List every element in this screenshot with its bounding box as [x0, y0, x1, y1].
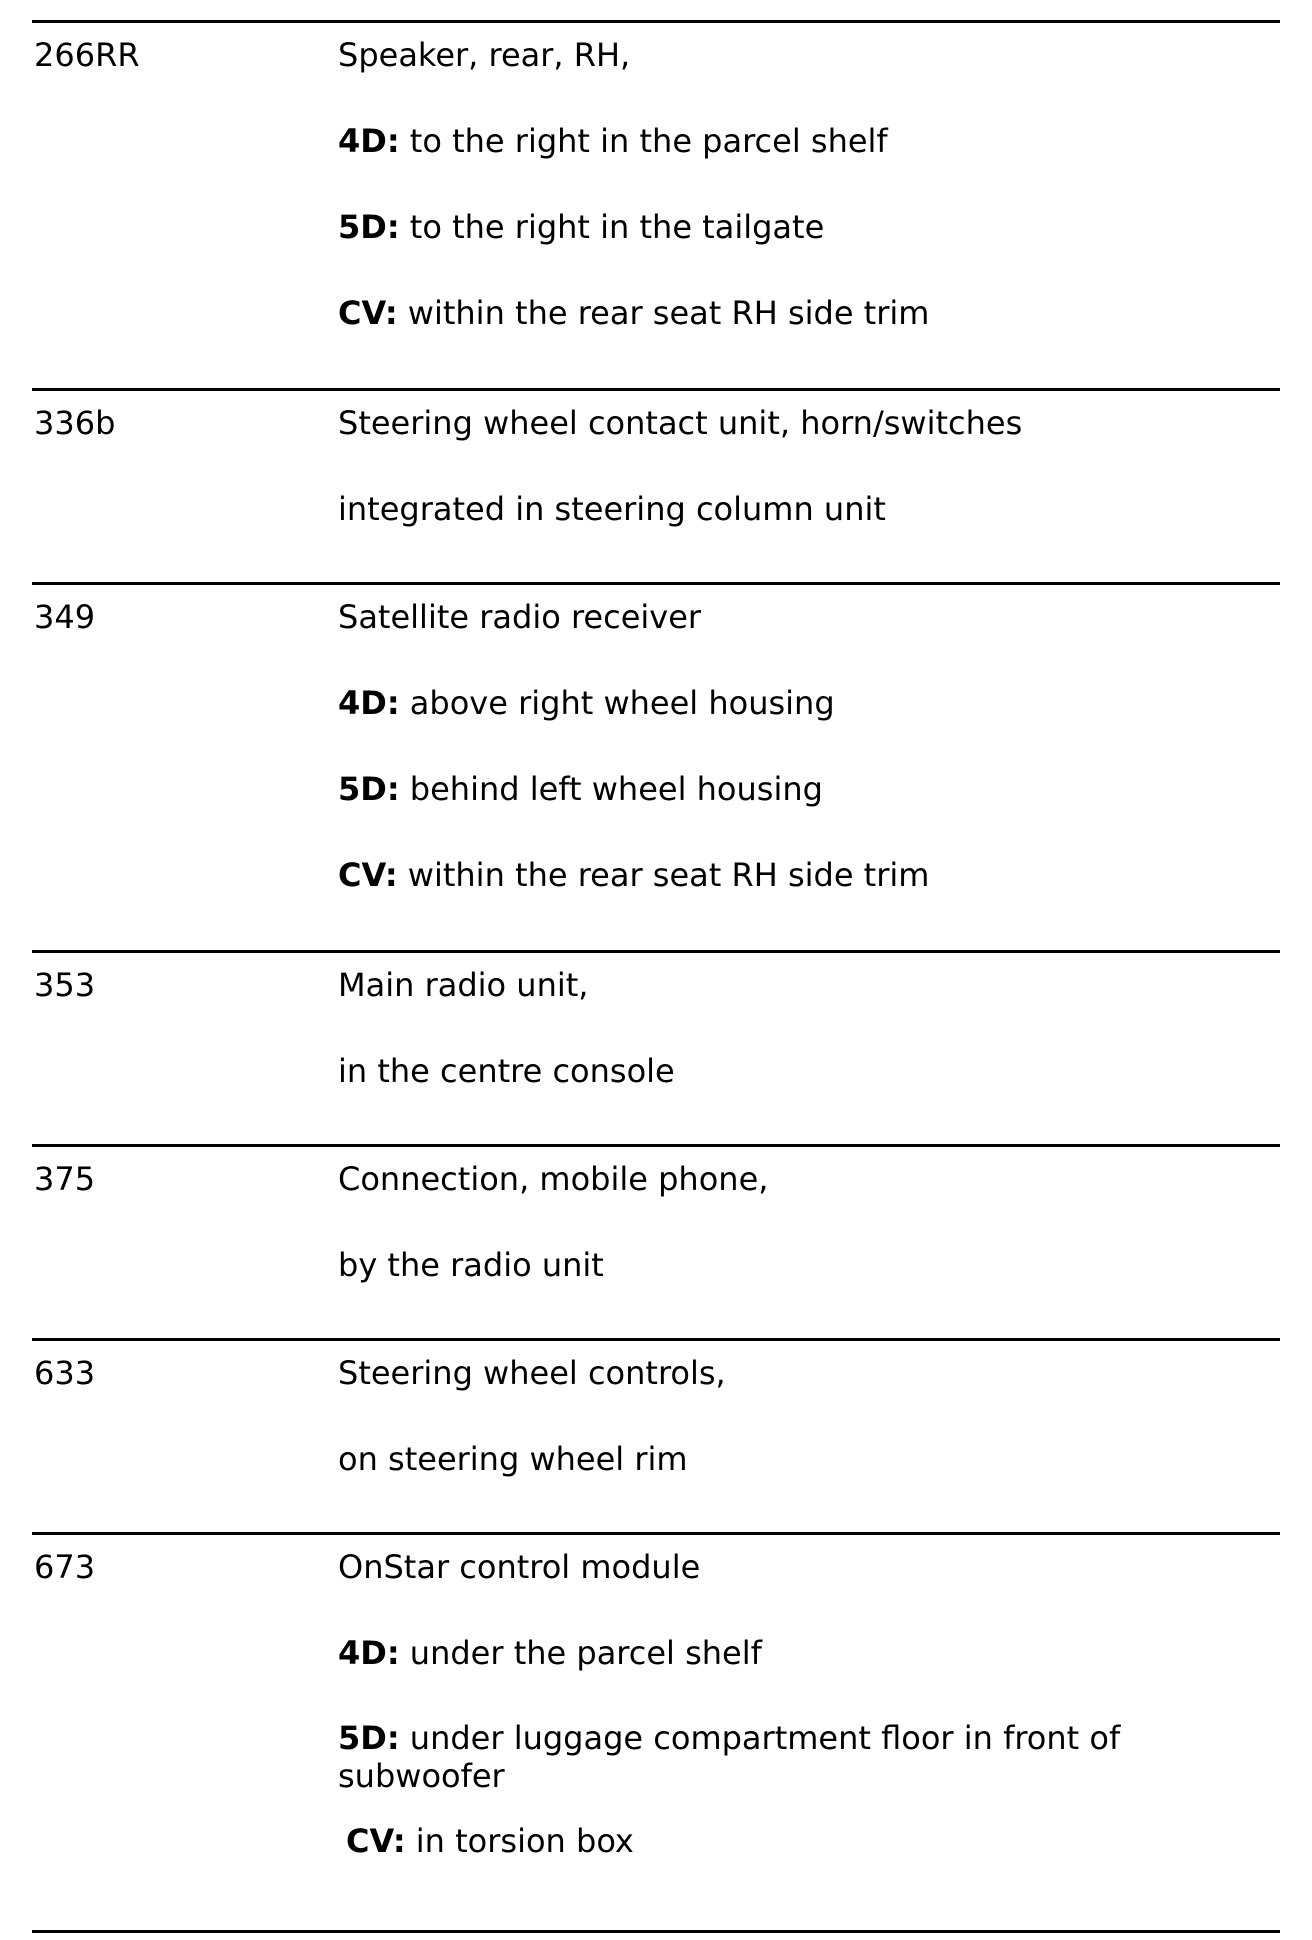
component-code: 266RR	[34, 36, 140, 74]
variant-label: CV:	[338, 294, 398, 332]
table-row	[32, 1535, 1280, 1933]
description-line	[338, 855, 1238, 895]
component-code: 375	[34, 1160, 96, 1198]
component-description	[338, 597, 1238, 941]
component-description	[338, 1547, 1238, 1907]
line-text: Speaker, rear, RH,	[338, 36, 631, 74]
line-text: within the rear seat RH side trim	[397, 294, 930, 332]
description-line	[338, 1719, 1158, 1795]
component-description	[338, 1353, 1238, 1525]
line-text: Steering wheel contact unit, horn/switches	[338, 404, 1023, 442]
description-line	[338, 1159, 1238, 1199]
variant-label: 4D:	[338, 1634, 400, 1672]
description-line	[338, 121, 1238, 161]
description-line	[338, 207, 1238, 247]
line-text: under the parcel shelf	[399, 1634, 762, 1672]
line-text: OnStar control module	[338, 1548, 701, 1586]
component-code: 353	[34, 966, 96, 1004]
variant-label: 5D:	[338, 770, 400, 808]
component-description	[338, 403, 1238, 575]
table-row	[32, 23, 1280, 391]
variant-label: 4D:	[338, 122, 400, 160]
line-text: Main radio unit,	[338, 966, 589, 1004]
line-text: within the rear seat RH side trim	[397, 856, 930, 894]
line-text: Satellite radio receiver	[338, 598, 702, 636]
variant-label: 4D:	[338, 684, 400, 722]
component-description	[338, 35, 1238, 379]
line-text: on steering wheel rim	[338, 1440, 688, 1478]
description-line	[338, 1353, 1238, 1393]
table-row	[32, 953, 1280, 1147]
line-text: behind left wheel housing	[399, 770, 823, 808]
component-description	[338, 1159, 1238, 1331]
variant-label: CV:	[338, 856, 398, 894]
description-line	[338, 1633, 1238, 1673]
table-row	[32, 1341, 1280, 1535]
description-line	[338, 1821, 1238, 1861]
line-text: above right wheel housing	[399, 684, 835, 722]
component-code: 349	[34, 598, 96, 636]
table-row	[32, 391, 1280, 585]
description-line	[338, 965, 1238, 1005]
line-text: to the right in the parcel shelf	[399, 122, 888, 160]
table-row	[32, 1147, 1280, 1341]
component-code: 633	[34, 1354, 96, 1392]
variant-label: 5D:	[338, 1719, 400, 1757]
description-line	[338, 1547, 1238, 1587]
line-text: to the right in the tailgate	[399, 208, 825, 246]
line-text: by the radio unit	[338, 1246, 604, 1284]
description-line	[338, 683, 1238, 723]
component-code: 336b	[34, 404, 116, 442]
line-text: Steering wheel controls,	[338, 1354, 726, 1392]
component-code: 673	[34, 1548, 96, 1586]
line-text: in torsion box	[405, 1822, 634, 1860]
description-line	[338, 1051, 1238, 1091]
description-line	[338, 489, 1238, 529]
component-description	[338, 965, 1238, 1137]
line-text: integrated in steering column unit	[338, 490, 886, 528]
description-line	[338, 293, 1238, 333]
description-line	[338, 769, 1238, 809]
description-line	[338, 597, 1238, 637]
table-row	[32, 585, 1280, 953]
description-line	[338, 35, 1238, 75]
line-text: in the centre console	[338, 1052, 675, 1090]
description-line	[338, 403, 1238, 443]
component-location-table	[32, 20, 1280, 1933]
line-text: Connection, mobile phone,	[338, 1160, 769, 1198]
variant-label: CV:	[346, 1822, 406, 1860]
description-line	[338, 1245, 1238, 1285]
line-text: under luggage compartment floor in front of subwoofer	[338, 1719, 1121, 1795]
description-line	[338, 1439, 1238, 1479]
variant-label: 5D:	[338, 208, 400, 246]
